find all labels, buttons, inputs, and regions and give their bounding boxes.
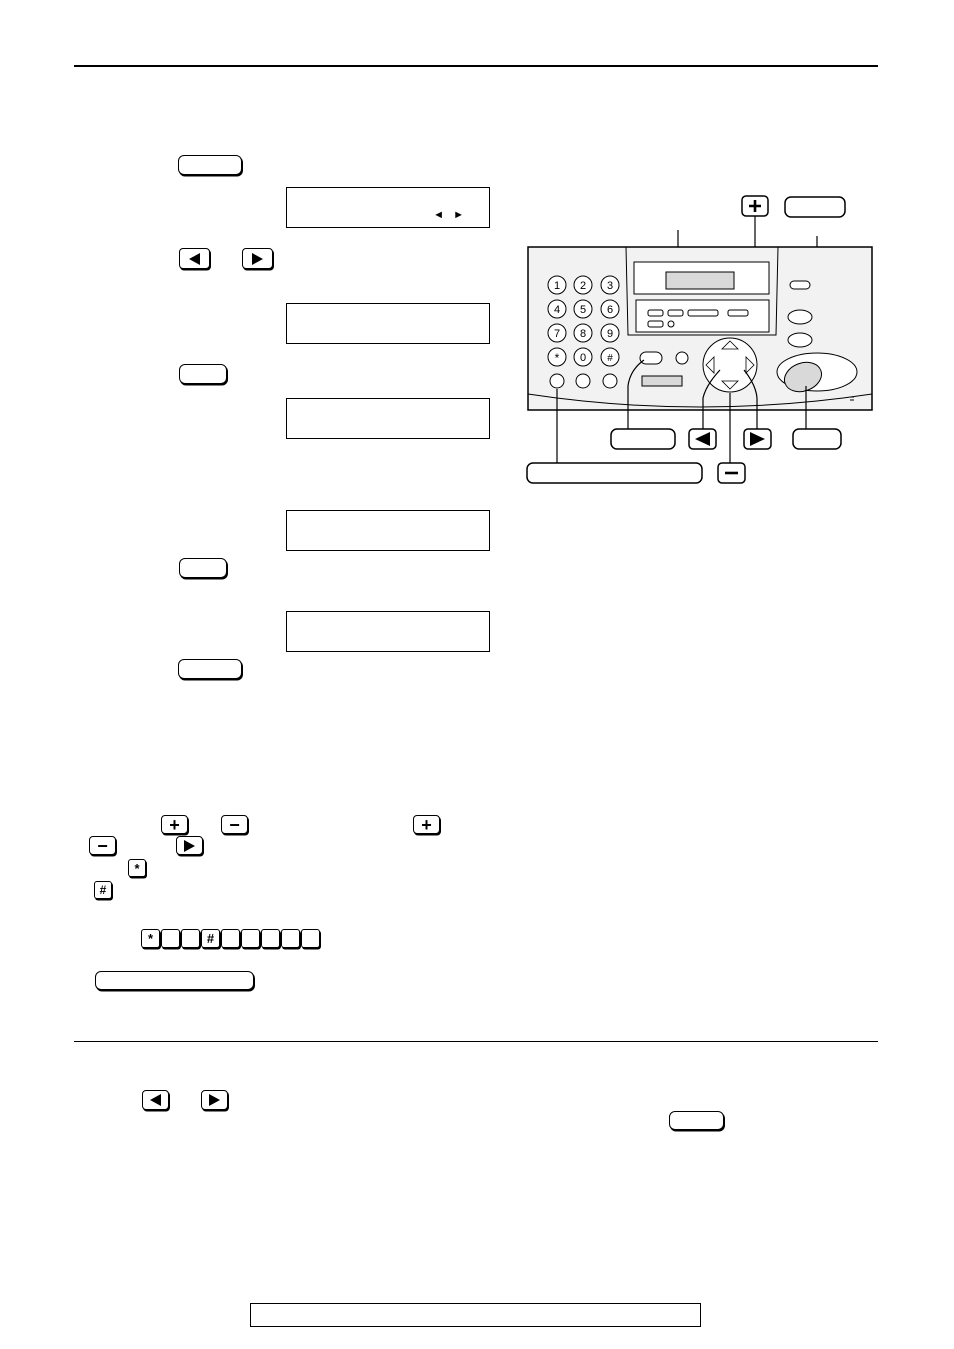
keypad-key-6[interactable] [601, 300, 619, 318]
svg-text:3: 3 [606, 280, 614, 292]
fax-machine-illustration [520, 190, 880, 490]
code-key-7[interactable] [261, 929, 280, 948]
plus-key-callout[interactable] [742, 196, 770, 218]
code-key-3[interactable] [181, 929, 200, 948]
minus-icon: − [229, 814, 240, 835]
display-box-2 [286, 303, 490, 344]
left-arrow-icon [150, 1094, 161, 1106]
display-box-3 [286, 398, 490, 439]
svg-text:5: 5 [579, 304, 587, 316]
set-key-step5[interactable] [179, 558, 227, 578]
lcd-arrows-indicator: ◄ ► [433, 209, 467, 221]
display-box-5 [286, 611, 490, 652]
keypad-key-3[interactable] [601, 276, 619, 294]
left-arrow-key-step2[interactable] [179, 248, 210, 269]
svg-text:*: * [554, 351, 560, 365]
left-arrow-icon [189, 253, 200, 265]
long-key-callout[interactable] [527, 463, 702, 483]
minus-key-note-2[interactable] [89, 836, 116, 855]
long-key-note[interactable] [95, 971, 254, 990]
plus-key-note[interactable] [161, 815, 188, 834]
minus-key-callout[interactable] [718, 463, 745, 483]
start-key-callout[interactable] [793, 429, 841, 449]
svg-text:2: 2 [579, 280, 587, 292]
code-key-9[interactable] [301, 929, 320, 948]
left-arrow-key-bottom[interactable] [142, 1090, 169, 1110]
svg-text:6: 6 [606, 304, 614, 316]
right-arrow-icon [209, 1094, 220, 1106]
right-arrow-key-callout[interactable] [744, 429, 771, 449]
section-rule [74, 1041, 878, 1042]
star-key-note[interactable] [128, 859, 146, 877]
keypad-key-4[interactable] [548, 300, 566, 318]
keypad-key-2[interactable] [574, 276, 592, 294]
hash-key-icon: # [99, 883, 107, 897]
minus-icon: − [97, 835, 108, 856]
code-key-5[interactable] [221, 929, 240, 948]
right-arrow-icon [252, 253, 263, 265]
plus-icon: + [169, 814, 180, 835]
set-key-bottom[interactable] [669, 1111, 724, 1130]
keypad-key-5[interactable] [574, 300, 592, 318]
svg-text:4: 4 [553, 304, 561, 316]
right-arrow-key-bottom[interactable] [201, 1090, 228, 1110]
menu-key-step6[interactable] [178, 659, 242, 679]
plus-key-note-2[interactable] [413, 815, 440, 834]
code-key-1[interactable]: * [141, 929, 160, 948]
plus-icon: + [421, 814, 432, 835]
code-key-8[interactable] [281, 929, 300, 948]
menu-key-step1[interactable] [178, 155, 242, 175]
svg-text:0: 0 [579, 352, 587, 364]
keypad-key-hash[interactable] [601, 348, 619, 366]
right-arrow-icon [184, 840, 195, 852]
svg-text:7: 7 [553, 328, 561, 340]
code-key-6[interactable] [241, 929, 260, 948]
hash-key-note[interactable] [94, 881, 112, 899]
function-key-callout[interactable] [611, 429, 675, 449]
code-key-4[interactable]: # [201, 929, 220, 948]
right-arrow-key-step2[interactable] [242, 248, 273, 269]
star-key-icon: * [134, 860, 140, 876]
keypad-key-0[interactable] [574, 348, 592, 366]
set-key-step3[interactable] [179, 364, 227, 384]
minus-key-note[interactable] [221, 815, 248, 834]
menu-key-callout[interactable] [785, 197, 845, 217]
svg-text:8: 8 [579, 328, 587, 340]
display-box-1 [286, 187, 490, 228]
right-arrow-key-note[interactable] [176, 836, 203, 855]
left-arrow-key-callout[interactable] [689, 429, 716, 449]
svg-text:9: 9 [606, 328, 614, 340]
keypad-key-star[interactable] [548, 348, 566, 366]
svg-text:#: # [607, 353, 613, 364]
top-rule [74, 65, 878, 67]
display-box-4 [286, 510, 490, 551]
keypad-key-1[interactable] [548, 276, 566, 294]
keypad-key-9[interactable] [601, 324, 619, 342]
code-key-2[interactable] [161, 929, 180, 948]
footer-box [250, 1303, 701, 1327]
svg-text:1: 1 [553, 280, 561, 292]
keypad-key-8[interactable] [574, 324, 592, 342]
keypad-key-7[interactable] [548, 324, 566, 342]
